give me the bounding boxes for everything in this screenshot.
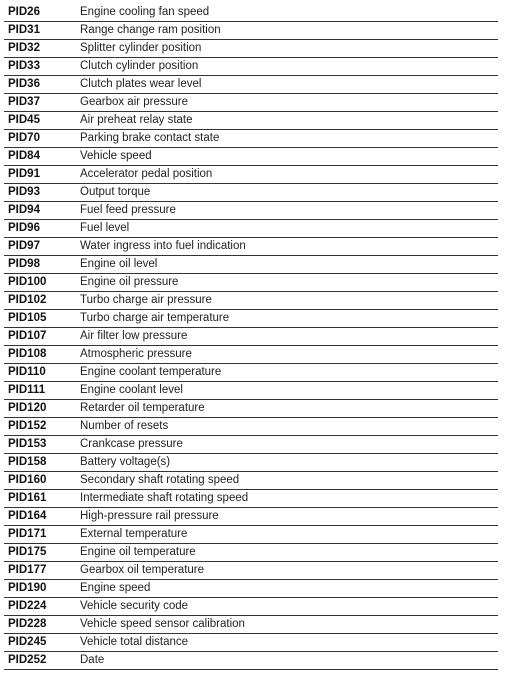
pid-code: PID171 — [4, 526, 76, 544]
pid-code: PID177 — [4, 562, 76, 580]
table-row — [4, 148, 498, 166]
pid-description: Engine oil pressure — [76, 274, 498, 292]
pid-description: External temperature — [76, 526, 498, 544]
table-row — [4, 40, 498, 58]
pid-description: Secondary shaft rotating speed — [76, 472, 498, 490]
table-row — [4, 328, 498, 346]
table-row — [4, 4, 498, 22]
pid-code: PID120 — [4, 400, 76, 418]
pid-code: PID93 — [4, 184, 76, 202]
table-row — [4, 472, 498, 490]
pid-code: PID37 — [4, 94, 76, 112]
pid-description: Date — [76, 652, 498, 670]
pid-code: PID31 — [4, 22, 76, 40]
table-row — [4, 130, 498, 148]
table-row — [4, 202, 498, 220]
pid-description: Accelerator pedal position — [76, 166, 498, 184]
pid-description: Retarder oil temperature — [76, 400, 498, 418]
pid-description: Gearbox air pressure — [76, 94, 498, 112]
table-row — [4, 94, 498, 112]
table-row — [4, 562, 498, 580]
pid-code: PID96 — [4, 220, 76, 238]
pid-description: Clutch cylinder position — [76, 58, 498, 76]
pid-code: PID153 — [4, 436, 76, 454]
pid-code: PID224 — [4, 598, 76, 616]
pid-code: PID91 — [4, 166, 76, 184]
table-row — [4, 310, 498, 328]
pid-code: PID158 — [4, 454, 76, 472]
pid-description: Crankcase pressure — [76, 436, 498, 454]
pid-code: PID94 — [4, 202, 76, 220]
table-row — [4, 436, 498, 454]
pid-description: Engine oil level — [76, 256, 498, 274]
pid-description: Vehicle total distance — [76, 634, 498, 652]
pid-description: Vehicle speed sensor calibration — [76, 616, 498, 634]
pid-description: Parking brake contact state — [76, 130, 498, 148]
table-row — [4, 598, 498, 616]
pid-description: Engine speed — [76, 580, 498, 598]
pid-code: PID190 — [4, 580, 76, 598]
pid-description: Vehicle speed — [76, 148, 498, 166]
table-row — [4, 184, 498, 202]
table-row — [4, 490, 498, 508]
pid-description: Turbo charge air pressure — [76, 292, 498, 310]
pid-code: PID98 — [4, 256, 76, 274]
table-row — [4, 652, 498, 670]
table-row — [4, 238, 498, 256]
table-row — [4, 526, 498, 544]
pid-code: PID45 — [4, 112, 76, 130]
pid-description: Atmospheric pressure — [76, 346, 498, 364]
table-row — [4, 292, 498, 310]
table-row — [4, 166, 498, 184]
pid-code: PID161 — [4, 490, 76, 508]
table-row — [4, 76, 498, 94]
pid-code: PID160 — [4, 472, 76, 490]
pid-code: PID100 — [4, 274, 76, 292]
pid-code: PID252 — [4, 652, 76, 670]
table-row — [4, 58, 498, 76]
pid-description: Output torque — [76, 184, 498, 202]
pid-description: Intermediate shaft rotating speed — [76, 490, 498, 508]
pid-code: PID228 — [4, 616, 76, 634]
table-row — [4, 22, 498, 40]
pid-code: PID107 — [4, 328, 76, 346]
table-row — [4, 382, 498, 400]
pid-table-body — [4, 4, 498, 670]
pid-description: Engine coolant temperature — [76, 364, 498, 382]
pid-code: PID152 — [4, 418, 76, 436]
table-row — [4, 634, 498, 652]
pid-description: Engine oil temperature — [76, 544, 498, 562]
pid-table — [4, 4, 498, 670]
table-row — [4, 544, 498, 562]
table-row — [4, 346, 498, 364]
pid-description: Water ingress into fuel indication — [76, 238, 498, 256]
table-row — [4, 400, 498, 418]
pid-description: High-pressure rail pressure — [76, 508, 498, 526]
pid-code: PID32 — [4, 40, 76, 58]
pid-code: PID245 — [4, 634, 76, 652]
pid-code: PID97 — [4, 238, 76, 256]
pid-code: PID70 — [4, 130, 76, 148]
table-row — [4, 274, 498, 292]
table-row — [4, 616, 498, 634]
pid-description: Gearbox oil temperature — [76, 562, 498, 580]
pid-code: PID164 — [4, 508, 76, 526]
table-row — [4, 418, 498, 436]
table-row — [4, 454, 498, 472]
pid-code: PID110 — [4, 364, 76, 382]
pid-description: Number of resets — [76, 418, 498, 436]
pid-description: Air filter low pressure — [76, 328, 498, 346]
pid-description: Fuel level — [76, 220, 498, 238]
table-row — [4, 364, 498, 382]
table-row — [4, 256, 498, 274]
pid-description: Vehicle security code — [76, 598, 498, 616]
pid-code: PID26 — [4, 4, 76, 22]
pid-code: PID105 — [4, 310, 76, 328]
pid-code: PID102 — [4, 292, 76, 310]
pid-description: Clutch plates wear level — [76, 76, 498, 94]
pid-code: PID111 — [4, 382, 76, 400]
pid-code: PID84 — [4, 148, 76, 166]
pid-description: Engine cooling fan speed — [76, 4, 498, 22]
pid-code: PID36 — [4, 76, 76, 94]
table-row — [4, 112, 498, 130]
pid-description: Air preheat relay state — [76, 112, 498, 130]
pid-description: Range change ram position — [76, 22, 498, 40]
pid-code: PID108 — [4, 346, 76, 364]
table-row — [4, 508, 498, 526]
table-row — [4, 220, 498, 238]
pid-description: Splitter cylinder position — [76, 40, 498, 58]
table-row — [4, 580, 498, 598]
pid-code: PID33 — [4, 58, 76, 76]
pid-description: Battery voltage(s) — [76, 454, 498, 472]
pid-code: PID175 — [4, 544, 76, 562]
pid-description: Engine coolant level — [76, 382, 498, 400]
pid-description: Turbo charge air temperature — [76, 310, 498, 328]
pid-description: Fuel feed pressure — [76, 202, 498, 220]
